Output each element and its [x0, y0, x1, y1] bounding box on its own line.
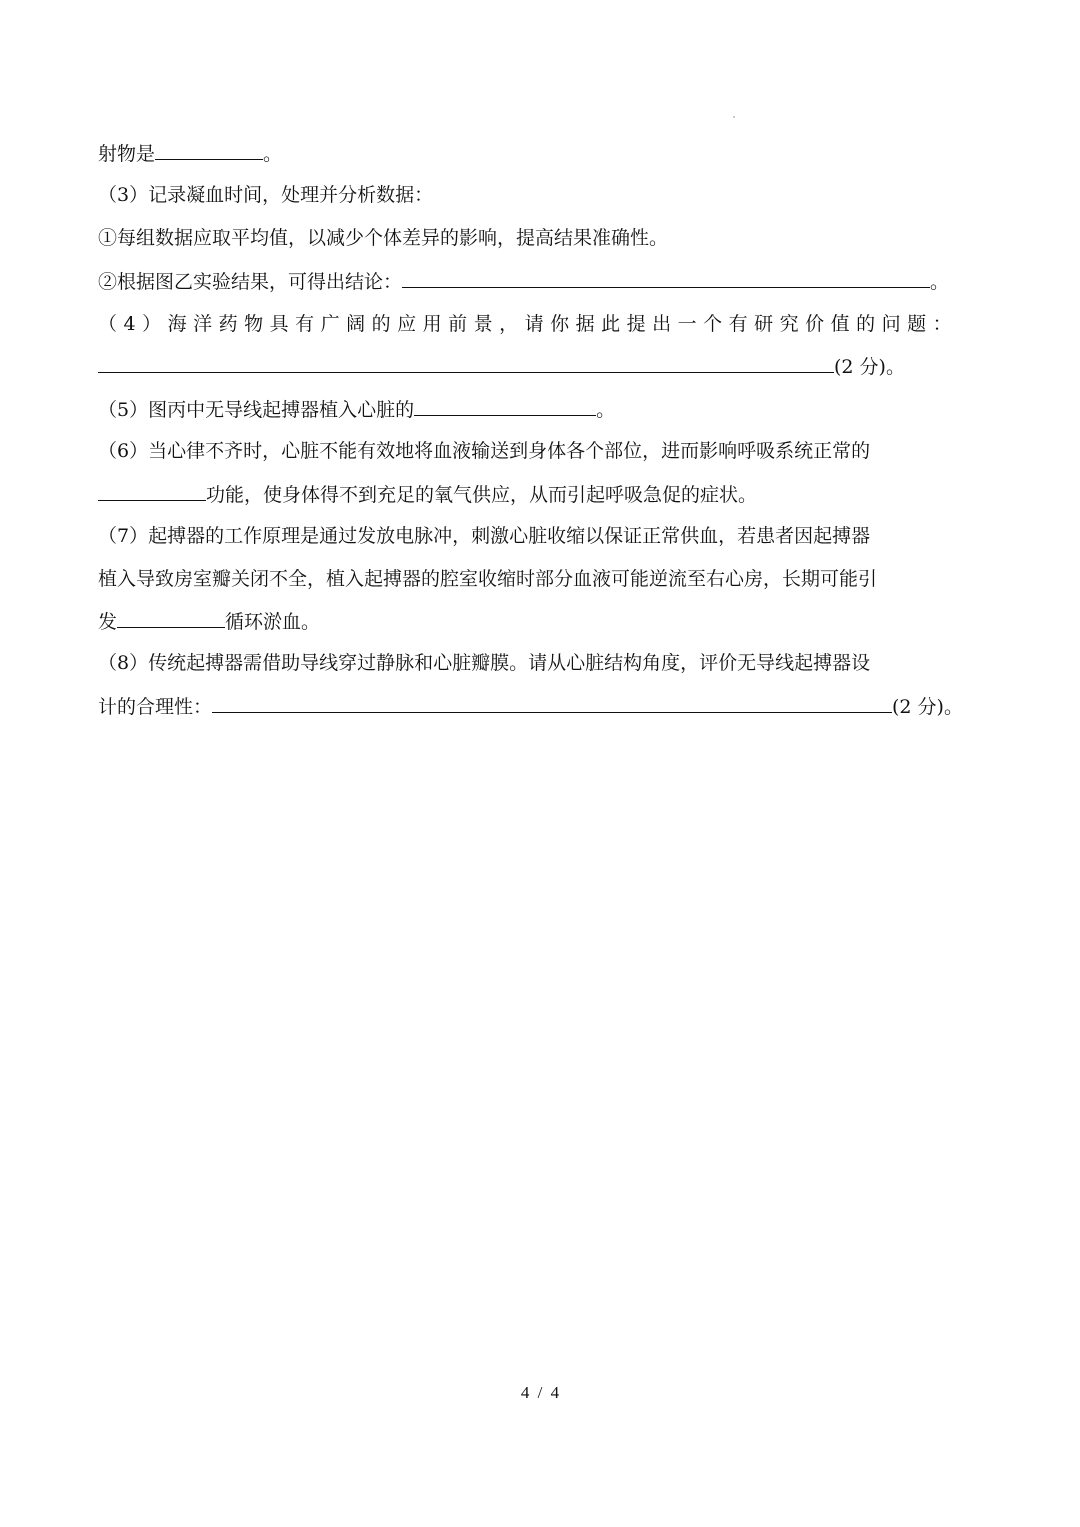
- line-shewu: 射物是 。: [98, 139, 983, 168]
- question-6-line-1: （6）当心律不齐时，心脏不能有效地将血液输送到身体各个部位，进而影响呼吸系统正常的: [98, 440, 871, 462]
- question-7-line-2: 植入导致房室瓣关闭不全，植入起搏器的腔室收缩时部分血液可能逆流至右心房，长期可能引: [98, 568, 878, 590]
- score-note: (2 分)。: [892, 696, 963, 718]
- page-number: 4 / 4: [520, 1383, 560, 1402]
- question-5: （5）图丙中无导线起搏器植入心脏的 。: [98, 395, 983, 424]
- score-note: (2 分)。: [834, 356, 905, 378]
- question-8-line-2: 计的合理性： (2 分)。: [98, 692, 983, 721]
- question-3: （3）记录凝血时间，处理并分析数据：: [98, 184, 434, 206]
- answer-blank: [98, 480, 206, 501]
- answer-blank: [98, 352, 834, 373]
- answer-blank: [117, 607, 225, 628]
- answer-blank: [155, 139, 263, 160]
- question-3-item-2: ②根据图乙实验结果，可得出结论： 。: [98, 267, 983, 296]
- answer-blank: [402, 267, 930, 288]
- question-7-line-1: （7）起搏器的工作原理是通过发放电脉冲，刺激心脏收缩以保证正常供血，若患者因起搏器: [98, 525, 871, 547]
- question-7-line-3: 发 循环淤血。: [98, 607, 983, 636]
- line-text: 射物是: [98, 143, 156, 165]
- question-4: （4）海洋药物具有广阔的应用前景，请你据此提出一个有研究价值的问题：: [98, 313, 959, 335]
- answer-blank: [212, 692, 892, 713]
- scan-speck: [733, 116, 735, 118]
- question-4-answer: [98, 352, 983, 381]
- question-8-line-1: （8）传统起搏器需借助导线穿过静脉和心脏瓣膜。请从心脏结构角度，评价无导线起搏器设: [98, 652, 871, 674]
- answer-blank: [414, 395, 596, 416]
- question-6-line-2: 功能，使身体得不到充足的氧气供应，从而引起呼吸急促的症状。: [98, 480, 983, 509]
- question-3-item-1: ①每组数据应取平均值，以减少个体差异的影响，提高结果准确性。: [98, 227, 669, 249]
